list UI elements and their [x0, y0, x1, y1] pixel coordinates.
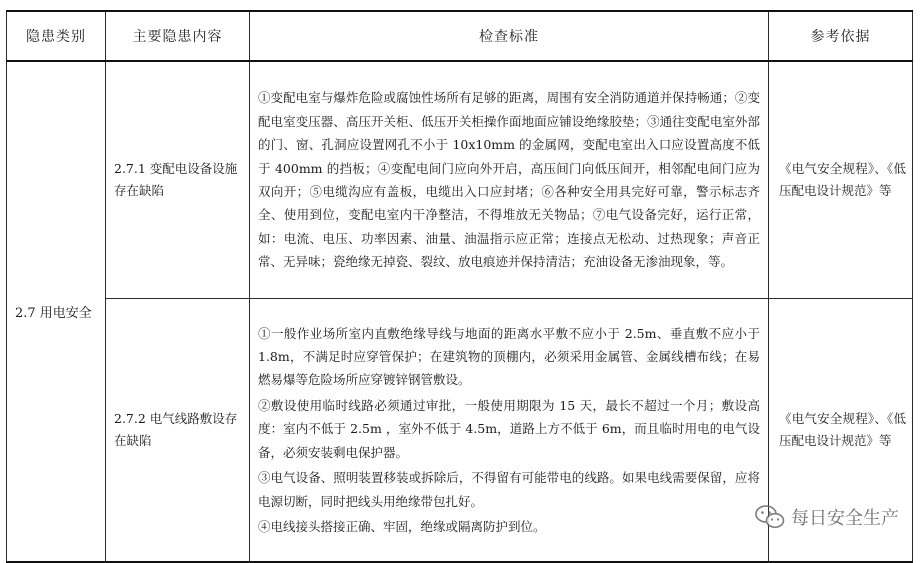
- header-standard: 检查标准: [250, 11, 769, 61]
- standard-paragraph: ①变配电室与爆炸危险或腐蚀性场所有足够的距离，周围有安全消防通道并保持畅通；②变配电室变压器、高压开关柜、低压开关柜操作面地面应铺设绝缘胶垫；③通往变配电室外部的门、窗、孔洞应设置网孔不小于 10x10mm 的金属网，变配电室出入口应设置高度不低于 400mm 的挡板；④变配电间门应向外开启，高压间门向低压间开，相邻配电间门应为双向开；⑤电缆沟应有盖板，电缆出入口应封堵；⑥各种安全用具完好可靠，警示标志齐全、使用到位，变配电室内干净整洁，不得堆放无关物品；⑦电气设备完好，运行正常，如：电流、电压、功率因素、油量、油温指示应正常；连接点无松动、过热现象；声音正常、无异味；瓷绝缘无掉瓷、裂纹、放电痕迹并保持清洁；充油设备无渗油现象，等。: [258, 90, 760, 270]
- table-row: [7, 61, 913, 299]
- standard-paragraph: ①一般作业场所室内直敷绝缘导线与地面的距离水平敷不应小于 2.5m、垂直敷不应小于 1.8m，不满足时应穿管保护；在建筑物的顶棚内，必须采用金属管、金属线槽布线；在易燃易爆等危险场所应穿镀锌钢管敷设。: [258, 325, 760, 388]
- watermark: [755, 504, 899, 530]
- header-reference: 参考依据: [769, 11, 913, 61]
- hazard-table: [6, 10, 913, 563]
- standard-cell: [250, 299, 769, 563]
- header-content: 主要隐患内容: [106, 11, 250, 61]
- standard-paragraph: ④电线接头搭接正确、牢固，绝缘或隔离防护到位。: [258, 518, 546, 534]
- reference-cell: 《电气安全规程》、《低压配电设计规范》等: [769, 61, 913, 299]
- table-header-row: [7, 11, 913, 61]
- standard-paragraph: ③电气设备、照明装置移装或拆除后，不得留有可能带电的线路。如果电线需要保留，应将电源切断，同时把线头用绝缘带包扎好。: [258, 470, 760, 509]
- item-cell: 2.7.2 电气线路敷设存在缺陷: [106, 299, 250, 563]
- wechat-icon: [755, 504, 785, 530]
- category-cell: 2.7 用电安全: [7, 61, 106, 562]
- reference-cell: 《电气安全规程》、《低压配电设计规范》等: [769, 299, 913, 563]
- watermark-text: 每日安全生产: [791, 508, 899, 529]
- header-category: 隐患类别: [7, 11, 106, 61]
- standard-paragraph: ②敷设使用临时线路必须通过审批，一般使用期限为 15 天，最长不超过一个月；敷设高度：室内不低于 2.5m ，室外不低于 4.5m，道路上方不低于 6m，而且临时用电的电气设备，必须安装剩电保护器。: [258, 397, 760, 460]
- item-cell: 2.7.1 变配电设备设施存在缺陷: [106, 61, 250, 299]
- standard-cell: [250, 61, 769, 299]
